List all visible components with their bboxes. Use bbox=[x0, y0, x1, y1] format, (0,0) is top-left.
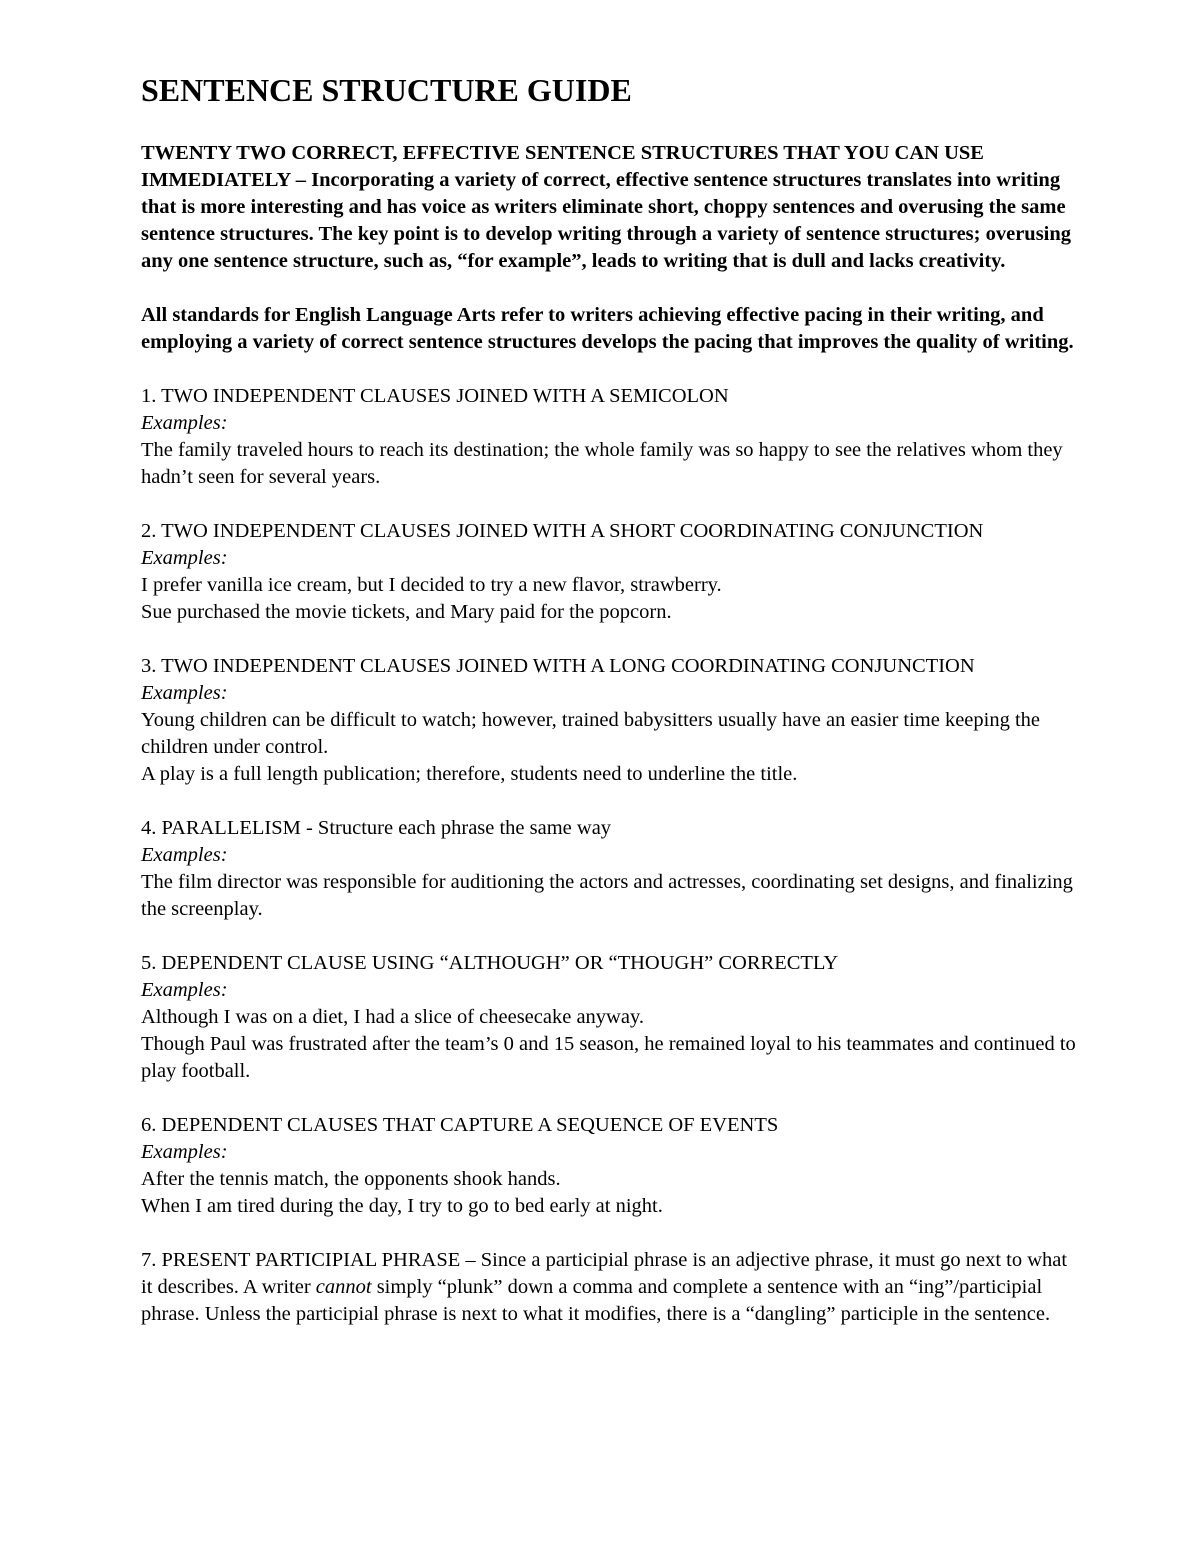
example-sentence: The family traveled hours to reach its destination; the whole family was so happy to see the relatives whom they hadn’t seen for several years. bbox=[141, 439, 1063, 488]
section-6 bbox=[141, 1112, 1081, 1220]
section-5 bbox=[141, 950, 1081, 1085]
section-heading: 4. PARALLELISM - Structure each phrase the same way bbox=[141, 817, 612, 839]
examples-label: Examples: bbox=[141, 682, 228, 704]
section-heading: 2. TWO INDEPENDENT CLAUSES JOINED WITH A SHORT COORDINATING CONJUNCTION bbox=[141, 520, 984, 542]
section-7 bbox=[141, 1247, 1081, 1328]
document-page bbox=[141, 70, 1081, 1355]
examples-label: Examples: bbox=[141, 412, 228, 434]
examples-label: Examples: bbox=[141, 844, 228, 866]
section-7-text-start: 7. PRESENT PARTICIPIAL PHRASE – Since a participial phrase is an adjective phrase, it must go next to what it describes. A writer bbox=[141, 1249, 1068, 1298]
example-sentence: A play is a full length publication; therefore, students need to underline the title. bbox=[141, 763, 798, 785]
example-sentence: The film director was responsible for auditioning the actors and actresses, coordinating set designs, and finalizing the screenplay. bbox=[141, 871, 1073, 920]
section-heading: 1. TWO INDEPENDENT CLAUSES JOINED WITH A SEMICOLON bbox=[141, 385, 729, 407]
section-heading: 6. DEPENDENT CLAUSES THAT CAPTURE A SEQUENCE OF EVENTS bbox=[141, 1114, 779, 1136]
example-sentence: When I am tired during the day, I try to go to bed early at night. bbox=[141, 1195, 663, 1217]
document-title: SENTENCE STRUCTURE GUIDE bbox=[141, 72, 632, 108]
intro-paragraph-1: TWENTY TWO CORRECT, EFFECTIVE SENTENCE STRUCTURES THAT YOU CAN USE IMMEDIATELY – Incorporating a variety of correct, effective sentence structures translates into writing that is more interesting and has voice as writers eliminate short, choppy sentences and overusing the same sentence structures. The key point is to develop writing through a variety of sentence structures; overusing any one sentence structure, such as, “for example”, leads to writing that is dull and lacks creativity. bbox=[141, 142, 1072, 272]
examples-label: Examples: bbox=[141, 547, 228, 569]
example-sentence: Sue purchased the movie tickets, and Mary paid for the popcorn. bbox=[141, 601, 672, 623]
intro-paragraph-2: All standards for English Language Arts refer to writers achieving effective pacing in their writing, and employing a variety of correct sentence structures develops the pacing that improves the quality of writing. bbox=[141, 304, 1074, 353]
section-heading: 5. DEPENDENT CLAUSE USING “ALTHOUGH” OR “THOUGH” CORRECTLY bbox=[141, 952, 839, 974]
example-sentence: After the tennis match, the opponents shook hands. bbox=[141, 1168, 561, 1190]
example-sentence: Young children can be difficult to watch; however, trained babysitters usually have an easier time keeping the children under control. bbox=[141, 709, 1041, 758]
example-sentence: Although I was on a diet, I had a slice of cheesecake anyway. bbox=[141, 1006, 645, 1028]
example-sentence: Though Paul was frustrated after the team’s 0 and 15 season, he remained loyal to his teammates and continued to play football. bbox=[141, 1033, 1076, 1082]
example-sentence: I prefer vanilla ice cream, but I decided to try a new flavor, strawberry. bbox=[141, 574, 722, 596]
section-7-emphasis: cannot bbox=[315, 1276, 372, 1298]
section-3 bbox=[141, 653, 1081, 788]
section-heading: 3. TWO INDEPENDENT CLAUSES JOINED WITH A LONG COORDINATING CONJUNCTION bbox=[141, 655, 975, 677]
section-1 bbox=[141, 383, 1081, 491]
section-2 bbox=[141, 518, 1081, 626]
examples-label: Examples: bbox=[141, 979, 228, 1001]
examples-label: Examples: bbox=[141, 1141, 228, 1163]
section-4 bbox=[141, 815, 1081, 923]
section-7-text-end: simply “plunk” down a comma and complete a sentence with an “ing”/participial phrase. Unless the participial phrase is next to what it modifies, there is a “dangling” participle in the sentence. bbox=[141, 1276, 1051, 1325]
